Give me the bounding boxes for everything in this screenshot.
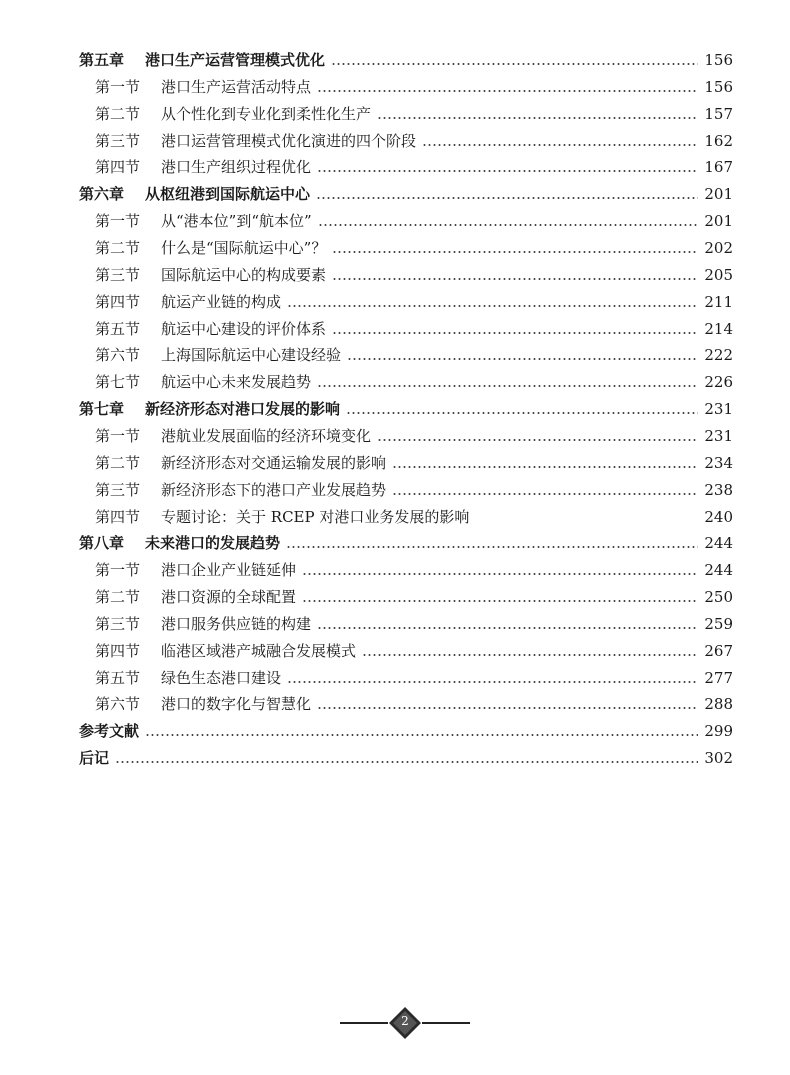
dot-leader: [377, 439, 698, 441]
toc-entry-page: 302: [704, 749, 733, 768]
dot-leader: [346, 412, 698, 414]
toc-section-entry[interactable]: [95, 608, 733, 634]
toc-entry[interactable]: [79, 715, 733, 741]
toc-entry-page: 226: [704, 373, 733, 392]
toc-entry-title: 港口生产组织过程优化: [161, 158, 312, 177]
toc-chapter-entry[interactable]: [79, 527, 733, 553]
toc-entry-page: 167: [704, 158, 733, 177]
dot-leader: [318, 224, 699, 226]
toc-entry-page: 231: [704, 426, 733, 445]
toc-section-entry[interactable]: [95, 581, 733, 607]
toc-chapter-entry[interactable]: [79, 393, 733, 419]
toc-entry-title: 后记: [79, 749, 110, 768]
toc-section-entry[interactable]: [95, 339, 733, 365]
dot-leader: [331, 63, 698, 65]
toc-entry-page: 267: [704, 641, 733, 660]
toc-entry-page: 201: [704, 212, 733, 231]
toc-entry-number: 第三节: [95, 131, 141, 150]
dot-leader: [392, 493, 698, 495]
dot-leader: [332, 332, 698, 334]
dot-leader: [317, 627, 698, 629]
toc-entry-page: 214: [704, 319, 733, 338]
toc-section-entry[interactable]: [95, 474, 733, 500]
toc-entry-title: 新经济形态对港口发展的影响: [145, 400, 341, 419]
toc-entry-page: 234: [704, 453, 733, 472]
toc-entry-page: 244: [704, 534, 733, 553]
toc-entry-number: 第五章: [79, 51, 125, 69]
toc-entry-page: 211: [704, 292, 733, 311]
toc-entry-number: 第二节: [95, 239, 141, 257]
toc-entry-title: 港口生产运营管理模式优化: [145, 51, 326, 69]
toc-section-entry[interactable]: [95, 286, 733, 312]
toc-entry-number: 第四节: [95, 507, 141, 526]
dot-leader: [302, 573, 698, 575]
toc-entry-number: 第二节: [95, 588, 141, 606]
toc-entry-title: 从“港本位”到“航本位”: [161, 212, 312, 231]
dot-leader: [317, 385, 698, 387]
toc-section-entry[interactable]: [95, 501, 733, 527]
dot-leader: [392, 466, 698, 468]
toc-entry-title: 未来港口的发展趋势: [145, 534, 281, 553]
toc-entry-number: 第一节: [95, 77, 141, 96]
dot-leader: [332, 251, 698, 253]
toc-entry-page: 244: [704, 561, 733, 580]
page-footer: [340, 1006, 470, 1040]
toc-entry-title: 上海国际航运中心建设经验: [161, 346, 342, 365]
toc-entry-title: 航运中心建设的评价体系: [161, 319, 327, 338]
toc-entry-page: 288: [704, 695, 733, 714]
toc-section-entry[interactable]: [95, 125, 733, 151]
toc-entry-title: 航运中心未来发展趋势: [161, 373, 312, 392]
toc-entry-page: 162: [704, 131, 733, 150]
toc-chapter-entry[interactable]: [79, 178, 733, 204]
toc-entry-page: 205: [704, 265, 733, 284]
toc-section-entry[interactable]: [95, 366, 733, 392]
toc-entry-page: 201: [704, 185, 733, 204]
toc-entry-title: 航运产业链的构成: [161, 292, 282, 311]
toc-entry-title: 港口的数字化与智慧化: [161, 695, 312, 714]
toc-entry-number: 第二节: [95, 104, 141, 123]
toc-entry-page: 277: [704, 668, 733, 687]
toc-entry-number: 第四节: [95, 292, 141, 311]
dot-leader: [475, 520, 698, 522]
toc-entry-page: 259: [704, 614, 733, 633]
toc-entry-number: 第三节: [95, 480, 141, 499]
toc-entry-number: 第八章: [79, 534, 125, 553]
dot-leader: [347, 358, 698, 360]
toc-entry-page: 156: [704, 51, 733, 69]
toc-entry-title: 从枢纽港到国际航运中心: [145, 185, 311, 204]
toc-entry-number: 第三节: [95, 265, 141, 284]
toc-entry-title: 参考文献: [79, 722, 140, 741]
dot-leader: [287, 681, 698, 683]
toc-entry-title: 新经济形态对交通运输发展的影响: [161, 453, 387, 472]
page-number: 2: [401, 1014, 409, 1028]
dot-leader: [145, 734, 698, 736]
toc-entry-number: 第三节: [95, 614, 141, 633]
toc-section-entry[interactable]: [95, 688, 733, 714]
toc-section-entry[interactable]: [95, 447, 733, 473]
toc-entry-title: 什么是“国际航运中心”？: [161, 239, 327, 257]
toc-entry-title: 绿色生态港口建设: [161, 668, 282, 687]
toc-entry-title: 港口服务供应链的构建: [161, 614, 312, 633]
footer-rule-left: [340, 1022, 388, 1024]
toc-entry-title: 港口资源的全球配置: [161, 588, 297, 606]
dot-leader: [332, 278, 698, 280]
toc-entry-number: 第五节: [95, 319, 141, 338]
dot-leader: [422, 144, 698, 146]
toc-entry-number: 第二节: [95, 453, 141, 472]
toc-section-entry[interactable]: [95, 71, 733, 97]
toc-section-entry[interactable]: [95, 420, 733, 446]
toc-entry-number: 第七章: [79, 400, 125, 419]
toc-entry-number: 第四节: [95, 641, 141, 660]
toc-entry-page: 238: [704, 480, 733, 499]
toc-entry-title: 专题讨论：关于 RCEP 对港口业务发展的影响: [161, 507, 470, 526]
toc-entry-title: 从个性化到专业化到柔性化生产: [161, 104, 372, 123]
toc-entry-title: 新经济形态下的港口产业发展趋势: [161, 480, 387, 499]
dot-leader: [316, 197, 698, 199]
toc-entry-title: 港航业发展面临的经济环境变化: [161, 426, 372, 445]
dot-leader: [302, 600, 698, 602]
toc-entry-number: 第五节: [95, 668, 141, 687]
toc-entry-number: 第七节: [95, 373, 141, 392]
toc-section-entry[interactable]: [95, 313, 733, 339]
toc-entry-number: 第一节: [95, 212, 141, 231]
toc-entry-title: 港口运营管理模式优化演进的四个阶段: [161, 131, 417, 150]
toc-entry-title: 临港区域港产城融合发展模式: [161, 641, 357, 660]
toc-entry-page: 240: [704, 507, 733, 526]
toc-section-entry[interactable]: [95, 98, 733, 124]
toc-entry-page: 157: [704, 104, 733, 123]
toc-entry-number: 第一节: [95, 561, 141, 580]
toc-section-entry[interactable]: [95, 205, 733, 231]
dot-leader: [115, 761, 698, 763]
footer-rule-right: [422, 1022, 470, 1024]
toc-section-entry[interactable]: [95, 259, 733, 285]
toc-entry-number: 第六节: [95, 346, 141, 365]
toc-entry-page: 250: [704, 588, 733, 606]
toc-section-entry[interactable]: [95, 151, 733, 177]
dot-leader: [362, 654, 698, 656]
toc-entry-number: 第六节: [95, 695, 141, 714]
toc-section-entry[interactable]: [95, 635, 733, 661]
toc-chapter-entry[interactable]: [79, 44, 733, 70]
toc-entry-page: 299: [704, 722, 733, 741]
toc-entry[interactable]: [79, 742, 733, 768]
dot-leader: [317, 170, 698, 172]
dot-leader: [377, 117, 698, 119]
toc-entry-number: 第一节: [95, 426, 141, 445]
toc-entry-title: 国际航运中心的构成要素: [161, 265, 327, 284]
toc-entry-title: 港口企业产业链延伸: [161, 561, 297, 580]
dot-leader: [286, 546, 698, 548]
dot-leader: [317, 90, 698, 92]
toc-entry-page: 231: [704, 400, 733, 419]
dot-leader: [287, 305, 698, 307]
toc-entry-number: 第四节: [95, 158, 141, 177]
toc-entry-page: 202: [704, 239, 733, 257]
toc-entry-page: 222: [704, 346, 733, 365]
toc-section-entry[interactable]: [95, 232, 733, 258]
toc-entry-title: 港口生产运营活动特点: [161, 77, 312, 96]
toc-section-entry[interactable]: [95, 554, 733, 580]
toc-entry-page: 156: [704, 77, 733, 96]
toc-section-entry[interactable]: [95, 662, 733, 688]
dot-leader: [317, 707, 698, 709]
toc-entry-number: 第六章: [79, 185, 125, 204]
